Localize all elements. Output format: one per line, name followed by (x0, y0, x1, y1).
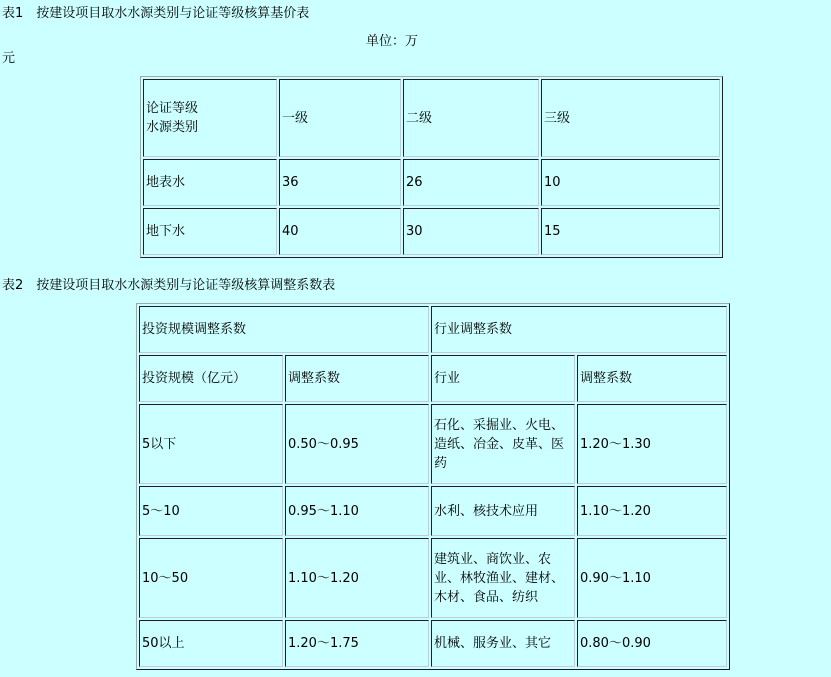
unit-label: 单位：万 (366, 34, 419, 49)
value-cell: 15 (541, 208, 720, 255)
header-industry-coef: 调整系数 (577, 355, 727, 402)
table-row (139, 404, 727, 484)
table-header-row (139, 355, 727, 402)
industry-cell: 机械、服务业、其它 (431, 620, 575, 667)
industry-coef-cell: 0.90～1.10 (577, 538, 727, 618)
adjustment-coefficient-table (136, 303, 730, 670)
header-level-1: 一级 (279, 79, 401, 157)
industry-coef-cell: 0.80～0.90 (577, 620, 727, 667)
scale-coef-cell: 1.10～1.20 (285, 538, 429, 618)
source-cell: 地下水 (143, 208, 277, 255)
header-level-3: 三级 (541, 79, 720, 157)
scale-coef-cell: 0.50～0.95 (285, 404, 429, 484)
value-cell: 26 (403, 159, 539, 206)
source-cell: 地表水 (143, 159, 277, 206)
header-industry: 行业 (431, 355, 575, 402)
industry-cell: 建筑业、商饮业、农业、林牧渔业、建材、木材、食品、纺织 (431, 538, 575, 618)
industry-cell: 石化、采掘业、火电、造纸、冶金、皮革、医药 (431, 404, 575, 484)
scale-cell: 5以下 (139, 404, 283, 484)
scale-cell: 50以上 (139, 620, 283, 667)
scale-coef-cell: 0.95～1.10 (285, 486, 429, 536)
industry-cell: 水利、核技术应用 (431, 486, 575, 536)
unit-label-continuation: 元 (2, 51, 16, 66)
header-corner-cell (143, 79, 277, 157)
base-price-table (140, 76, 723, 258)
industry-coef-cell: 1.20～1.30 (577, 404, 727, 484)
value-cell: 40 (279, 208, 401, 255)
industry-coef-cell: 1.10～1.20 (577, 486, 727, 536)
header-invest-coef: 调整系数 (285, 355, 429, 402)
table-row (143, 159, 720, 206)
value-cell: 36 (279, 159, 401, 206)
table-header-row (143, 79, 720, 157)
header-invest-scale: 投资规模（亿元） (139, 355, 283, 402)
table-row (143, 208, 720, 255)
table-group-header-row (139, 306, 727, 353)
header-level-2: 二级 (403, 79, 539, 157)
scale-coef-cell: 1.20～1.75 (285, 620, 429, 667)
header-level-label: 论证等级 (146, 101, 199, 116)
group-header-invest: 投资规模调整系数 (139, 306, 429, 353)
value-cell: 30 (403, 208, 539, 255)
table2-caption: 表2 按建设项目取水水源类别与论证等级核算调整系数表 (2, 278, 336, 293)
table-row (139, 620, 727, 667)
header-source-label: 水源类别 (146, 120, 199, 135)
group-header-industry: 行业调整系数 (431, 306, 727, 353)
value-cell: 10 (541, 159, 720, 206)
table-row (139, 486, 727, 536)
table-row (139, 538, 727, 618)
table1-caption: 表1 按建设项目取水水源类别与论证等级核算基价表 (2, 6, 310, 21)
scale-cell: 5～10 (139, 486, 283, 536)
scale-cell: 10～50 (139, 538, 283, 618)
